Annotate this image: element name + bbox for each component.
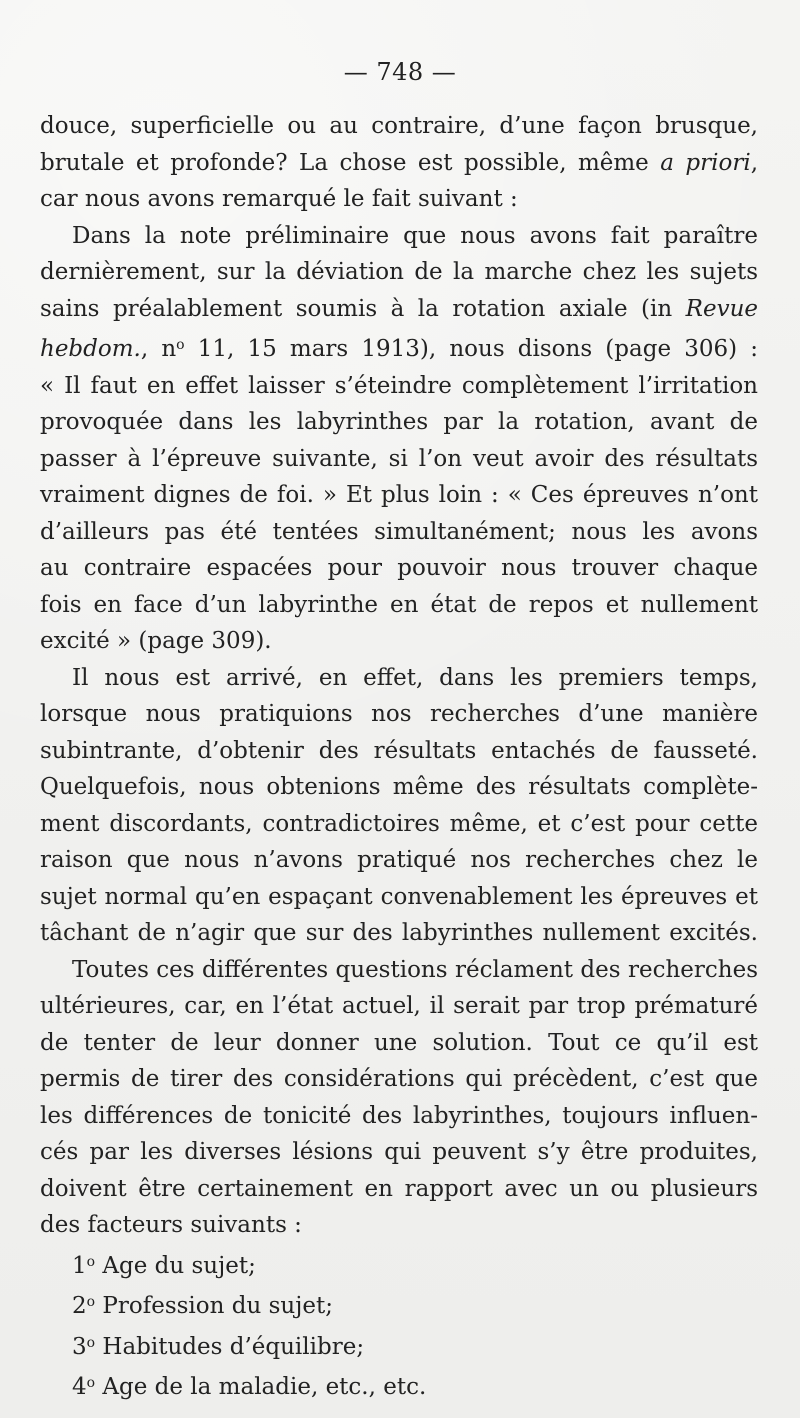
text-line: doivent être certainement en rapport avec un ou plusieurs [40, 1175, 758, 1202]
text-line: tâchant de n’agir que sur des labyrinthes nullement excités. [40, 920, 758, 946]
superscript: o [86, 1253, 96, 1270]
paragraph-3 [40, 660, 758, 952]
list-number: 3 [72, 1333, 87, 1360]
text-line: « Il faut en effet laisser s’éteindre complètement l’irritation [40, 372, 758, 399]
italic-text: hebdom. [40, 336, 141, 362]
list-number: 4 [72, 1374, 87, 1400]
list-text: Habitudes d’équilibre; [95, 1333, 365, 1360]
text-line: permis de tirer des considérations qui précèdent, c’est que [40, 1066, 758, 1092]
list-text: Profession du sujet; [95, 1293, 333, 1319]
factor-list [40, 1244, 758, 1406]
text-line: Dans la note préliminaire que nous avons fait paraître [72, 222, 758, 249]
text-line: douce, superficielle ou au contraire, d’une façon brusque, [40, 113, 758, 139]
italic-text: Revue [685, 295, 758, 322]
text-line: au contraire espacées pour pouvoir nous trouver chaque [40, 555, 758, 581]
paragraph-2 [40, 218, 758, 660]
text-line: ultérieures, car, en l’état actuel, il serait par trop prématuré [40, 993, 758, 1019]
list-text: Age de la maladie, etc., etc. [95, 1374, 427, 1400]
text-line: lorsque nous pratiquions nos recherches d’une manière [40, 701, 758, 727]
text-line [40, 145, 758, 182]
list-item [40, 1365, 758, 1406]
text-line: raison que nous n’avons pratiqué nos recherches chez le [40, 847, 758, 873]
list-item [40, 1325, 758, 1366]
text-line: Il nous est arrivé, en effet, dans les premiers temps, [72, 664, 758, 691]
text-line: sujet normal qu’en espaçant convenablement les épreuves et [40, 883, 758, 910]
text-line: Quelquefois, nous obtenions même des résultats complète- [40, 774, 758, 800]
text-line: provoquée dans les labyrinthes par la rotation, avant de [40, 409, 758, 435]
text-segment: , n [140, 336, 177, 362]
text-segment: 11, 15 mars 1913), nous disons (page 306) : [184, 336, 758, 362]
superscript: o [176, 337, 185, 353]
text-line: de tenter de leur donner une solution. Tout ce qu’il est [40, 1029, 758, 1056]
text-segment: , [750, 149, 758, 176]
text-line: les différences de tonicité des labyrinthes, toujours influen- [40, 1102, 758, 1129]
text-segment: brutale et profonde? La chose est possible, même [40, 149, 661, 176]
text-line: des facteurs suivants : [40, 1212, 302, 1238]
page-number: — 748 — [343, 58, 457, 86]
text-line: d’ailleurs pas été tentées simultanément; nous les avons [40, 518, 758, 545]
text-line: cés par les diverses lésions qui peuvent s’y être produites, [40, 1139, 758, 1165]
text-segment: sains préalablement soumis à la rotation axiale (in [40, 295, 686, 322]
text-line: vraiment dignes de foi. » Et plus loin : « Ces épreuves n’ont [40, 482, 758, 508]
paragraph-4 [40, 952, 758, 1244]
list-text: Age du sujet; [95, 1252, 256, 1279]
list-item [40, 1244, 758, 1285]
paragraph-1 [40, 108, 758, 218]
text-line: ment discordants, contradictoires même, et c’est pour cette [40, 810, 758, 837]
text-line: passer à l’épreuve suivante, si l’on veut avoir des résultats [40, 445, 758, 472]
list-number: 2 [72, 1293, 87, 1319]
text-line: subintrante, d’obtenir des résultats entachés de fausseté. [40, 737, 758, 764]
superscript: o [86, 1334, 96, 1351]
text-line: dernièrement, sur la déviation de la marche chez les sujets [40, 259, 758, 285]
list-item [40, 1284, 758, 1325]
text-line: excité » (page 309). [40, 628, 272, 654]
italic-text: a priori [660, 149, 751, 176]
text-line: car nous avons remarqué le fait suivant : [40, 186, 518, 212]
document-body [40, 108, 758, 1406]
text-line [40, 327, 758, 368]
text-line [40, 291, 758, 328]
superscript: o [86, 1375, 96, 1391]
superscript: o [86, 1294, 96, 1310]
text-line: fois en face d’un labyrinthe en état de repos et nullement [40, 591, 758, 618]
text-line: Toutes ces différentes questions réclament des recherches [72, 956, 758, 983]
list-number: 1 [72, 1252, 87, 1279]
